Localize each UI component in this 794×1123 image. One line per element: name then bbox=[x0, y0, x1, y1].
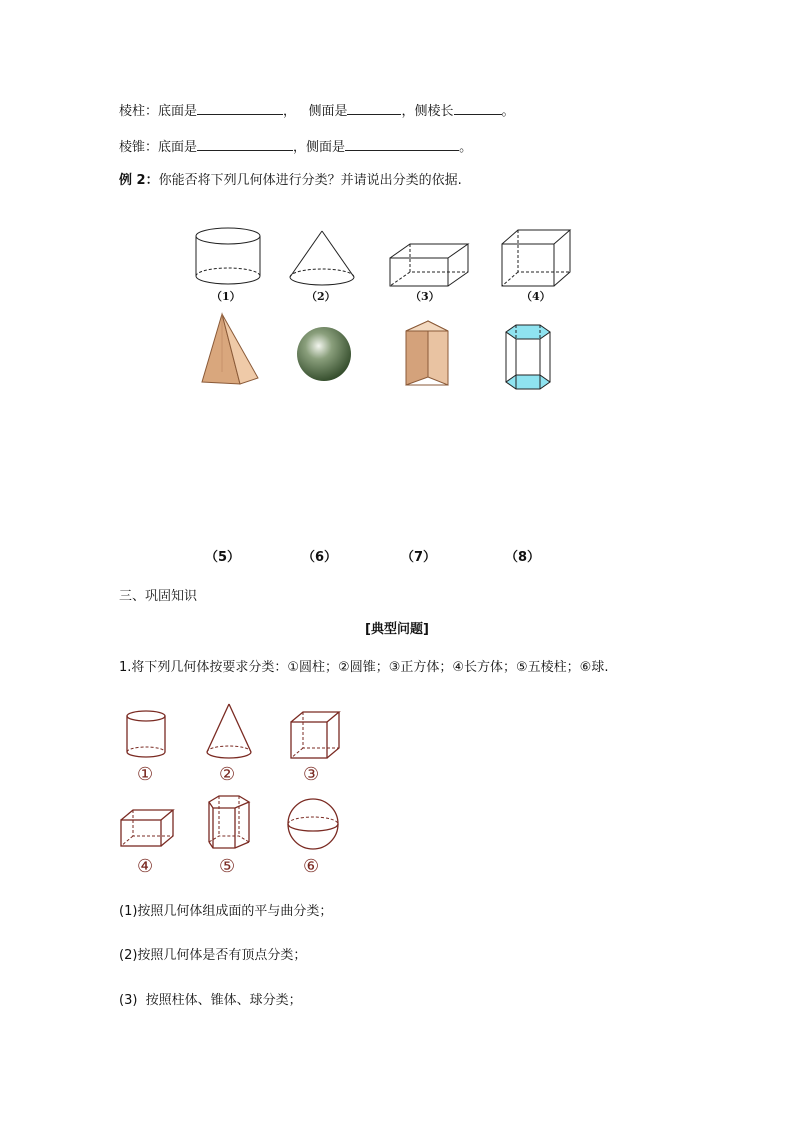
figure-label-2: （2） bbox=[306, 290, 336, 303]
circle-label-2: ② bbox=[219, 764, 236, 785]
figure-label-1: （1） bbox=[211, 290, 241, 303]
cuboid-figure-3 bbox=[388, 240, 470, 290]
q1-pentagonal-prism-figure bbox=[207, 794, 253, 852]
pyramid-base-blank[interactable] bbox=[197, 136, 293, 151]
example2-text: 你能否将下列几何体进行分类？并请说出分类的依据. bbox=[158, 173, 462, 188]
q1-cube-figure bbox=[289, 710, 341, 762]
prism-title: 棱柱： bbox=[119, 104, 159, 119]
circle-label-5: ⑤ bbox=[219, 856, 236, 877]
pyramid-base-label: 底面是 bbox=[158, 140, 198, 155]
circle-label-3: ③ bbox=[303, 764, 320, 785]
figure-label-4: （4） bbox=[521, 290, 551, 303]
triangular-prism-figure-7 bbox=[404, 319, 452, 389]
pyramid-end: 。 bbox=[459, 140, 473, 155]
figure-label-5: （5） bbox=[205, 550, 241, 565]
typical-title: [典型问题] bbox=[365, 622, 429, 637]
prism-definition-line bbox=[119, 100, 515, 121]
q1-cylinder-figure bbox=[125, 709, 169, 761]
prism-side-blank[interactable] bbox=[347, 100, 401, 115]
figure-label-7: （7） bbox=[401, 550, 437, 565]
circle-label-6: ⑥ bbox=[303, 856, 320, 877]
question1-text: 1.将下列几何体按要求分类：①圆柱；②圆锥；③正方体；④长方体；⑤五棱柱；⑥球. bbox=[119, 660, 609, 675]
hexagonal-prism-figure-8 bbox=[504, 322, 554, 392]
pyramid-side-label: 侧面是 bbox=[306, 140, 346, 155]
sphere-figure-6 bbox=[296, 326, 354, 382]
prism-end: 。 bbox=[501, 104, 515, 119]
prism-sep2: ， bbox=[401, 104, 415, 119]
pyramid-sep1: ， bbox=[293, 140, 307, 155]
prism-side-label: 侧面是 bbox=[308, 104, 348, 119]
example2-line bbox=[119, 172, 462, 190]
figure-label-3: （3） bbox=[410, 290, 440, 303]
cylinder-figure-1 bbox=[194, 226, 264, 288]
figure-label-6: （6） bbox=[302, 550, 338, 565]
figure-label-8: （8） bbox=[505, 550, 541, 565]
pyramid-definition-line bbox=[119, 136, 472, 157]
q1-cone-figure bbox=[205, 702, 255, 762]
prism-sep1: ， bbox=[283, 104, 297, 119]
example2-prefix: 例 2： bbox=[119, 173, 159, 188]
cube-figure-4 bbox=[500, 228, 574, 290]
q1-sphere-figure bbox=[286, 797, 342, 853]
section3-title: 三、巩固知识 bbox=[119, 589, 198, 604]
subquestion-1: (1)按照几何体组成面的平与曲分类； bbox=[119, 904, 333, 919]
prism-base-label: 底面是 bbox=[158, 104, 198, 119]
prism-base-blank[interactable] bbox=[197, 100, 283, 115]
circle-label-4: ④ bbox=[137, 856, 154, 877]
prism-edge-label: 侧棱长 bbox=[414, 104, 454, 119]
subquestion-2: (2)按照几何体是否有顶点分类； bbox=[119, 948, 307, 963]
circle-label-1: ① bbox=[137, 764, 154, 785]
cone-figure-2 bbox=[288, 229, 358, 289]
pyramid-figure-5 bbox=[200, 312, 262, 388]
prism-edge-blank[interactable] bbox=[454, 100, 502, 115]
subquestion-3: (3) 按照柱体、锥体、球分类； bbox=[119, 993, 302, 1008]
pyramid-title: 棱锥： bbox=[119, 140, 159, 155]
pyramid-side-blank[interactable] bbox=[345, 136, 459, 151]
q1-cuboid-figure bbox=[119, 808, 175, 850]
